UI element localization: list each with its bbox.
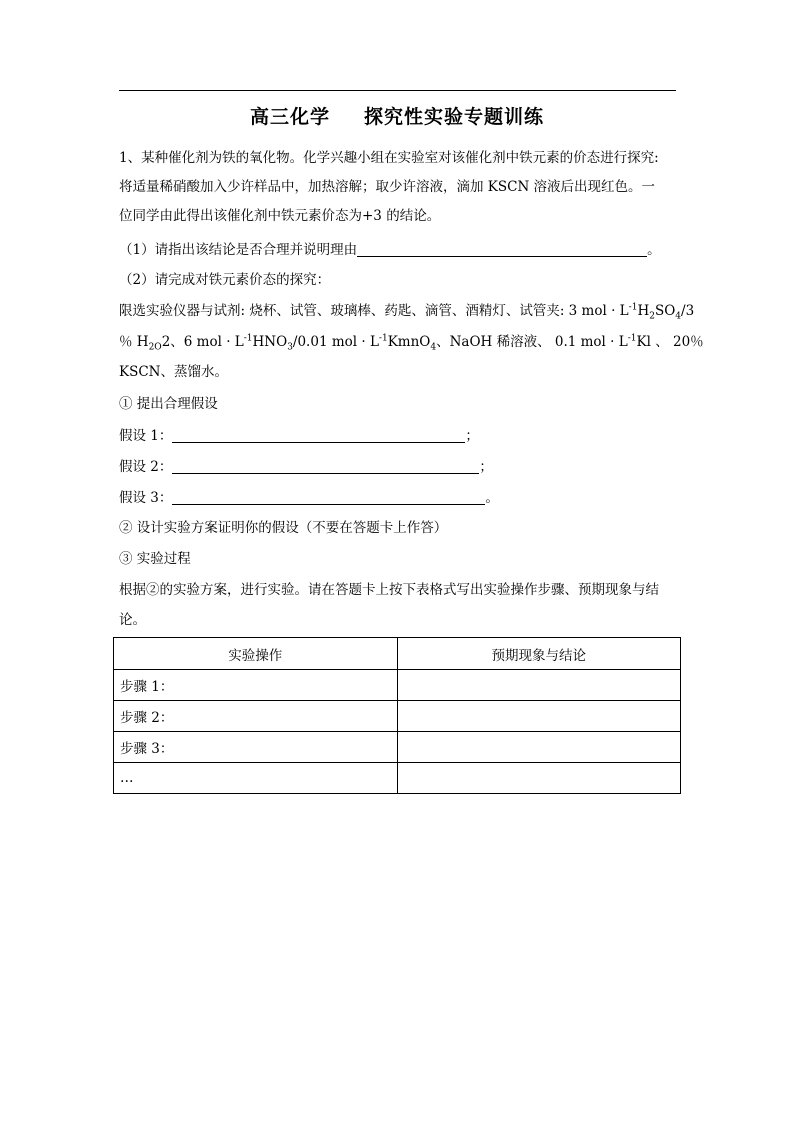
intro-line-1: 1、某种催化剂为铁的氧化物。化学兴趣小组在实验室对该催化剂中铁元素的价态进行探究: (119, 150, 659, 166)
title-topic: 探究性实验专题训练 (364, 106, 545, 128)
hypothesis-1-label: 假设 1： (119, 428, 173, 444)
hypothesis-2: 假设 2： ； (119, 459, 493, 475)
reagents-line-2: ％ $H_{2O}2$、6 mol · $L^{-1}HNO_3/0.01$ mol · $L^{-1}KmnO_4$、NaOH 稀溶液、 0.1 mol · $L^{-1}Kl$ 、 20％ (119, 333, 704, 353)
step1-title: ① 提出合理假设 (119, 396, 218, 412)
part1-line (119, 240, 676, 260)
table-row (114, 763, 681, 794)
table-cell-step: 步骤 2： (114, 701, 398, 732)
table-header-row (114, 638, 681, 670)
hypothesis-2-label: 假设 2： (119, 459, 173, 475)
table-cell-result[interactable] (397, 701, 681, 732)
intro-line-3: 位同学由此得出该催化剂中铁元素价态为+3 的结论。 (119, 208, 441, 224)
step3-title: ③ 实验过程 (119, 551, 191, 567)
step2-title: ② 设计实验方案证明你的假设（不要在答题卡上作答） (119, 520, 448, 536)
hypothesis-3-blank[interactable] (172, 490, 485, 505)
table-row (114, 732, 681, 763)
hypothesis-2-blank[interactable] (172, 459, 479, 474)
part1-end: 。 (647, 242, 661, 258)
instruction-line-1: 根据②的实验方案，进行实验。请在答题卡上按下表格式写出实验操作步骤、预期现象与结 (119, 582, 659, 598)
header-rule (119, 90, 676, 91)
reagents-line-1: 限选实验仪器与试剂: 烧杯、试管、玻璃棒、药匙、滴管、酒精灯、试管夹: 3 mol · $L^{-1}H_2SO_4/3$ (119, 302, 695, 322)
table-header-observation: 预期现象与结论 (397, 638, 681, 670)
reagents-line-3: KSCN、蒸馏水。 (119, 364, 228, 380)
answer-blank-reason[interactable] (357, 242, 647, 257)
part1-prompt: （1）请指出该结论是否合理并说明理由 (119, 242, 358, 258)
table-cell-result[interactable] (397, 763, 681, 794)
table-cell-step: … (114, 763, 398, 794)
instruction-line-2: 论。 (119, 612, 146, 628)
table-cell-result[interactable] (397, 732, 681, 763)
intro-line-2: 将适量稀硝酸加入少许样品中，加热溶解；取少许溶液，滴加 KSCN 溶液后出现红色。一 (119, 179, 656, 195)
hypothesis-1-blank[interactable] (172, 428, 465, 443)
table-header-operation: 实验操作 (114, 638, 398, 670)
title-subject: 高三化学 (249, 106, 330, 128)
table-row (114, 701, 681, 732)
experiment-table (113, 637, 681, 794)
table-cell-step: 步骤 3： (114, 732, 398, 763)
table-cell-step: 步骤 1： (114, 670, 398, 701)
page-title (0, 102, 794, 129)
hypothesis-3-label: 假设 3： (119, 490, 173, 506)
hypothesis-1: 假设 1： ； (119, 428, 479, 444)
hypothesis-3: 假设 3： 。 (119, 490, 499, 506)
table-row (114, 670, 681, 701)
part2-line: （2）请完成对铁元素价态的探究： (119, 272, 331, 288)
table-cell-result[interactable] (397, 670, 681, 701)
